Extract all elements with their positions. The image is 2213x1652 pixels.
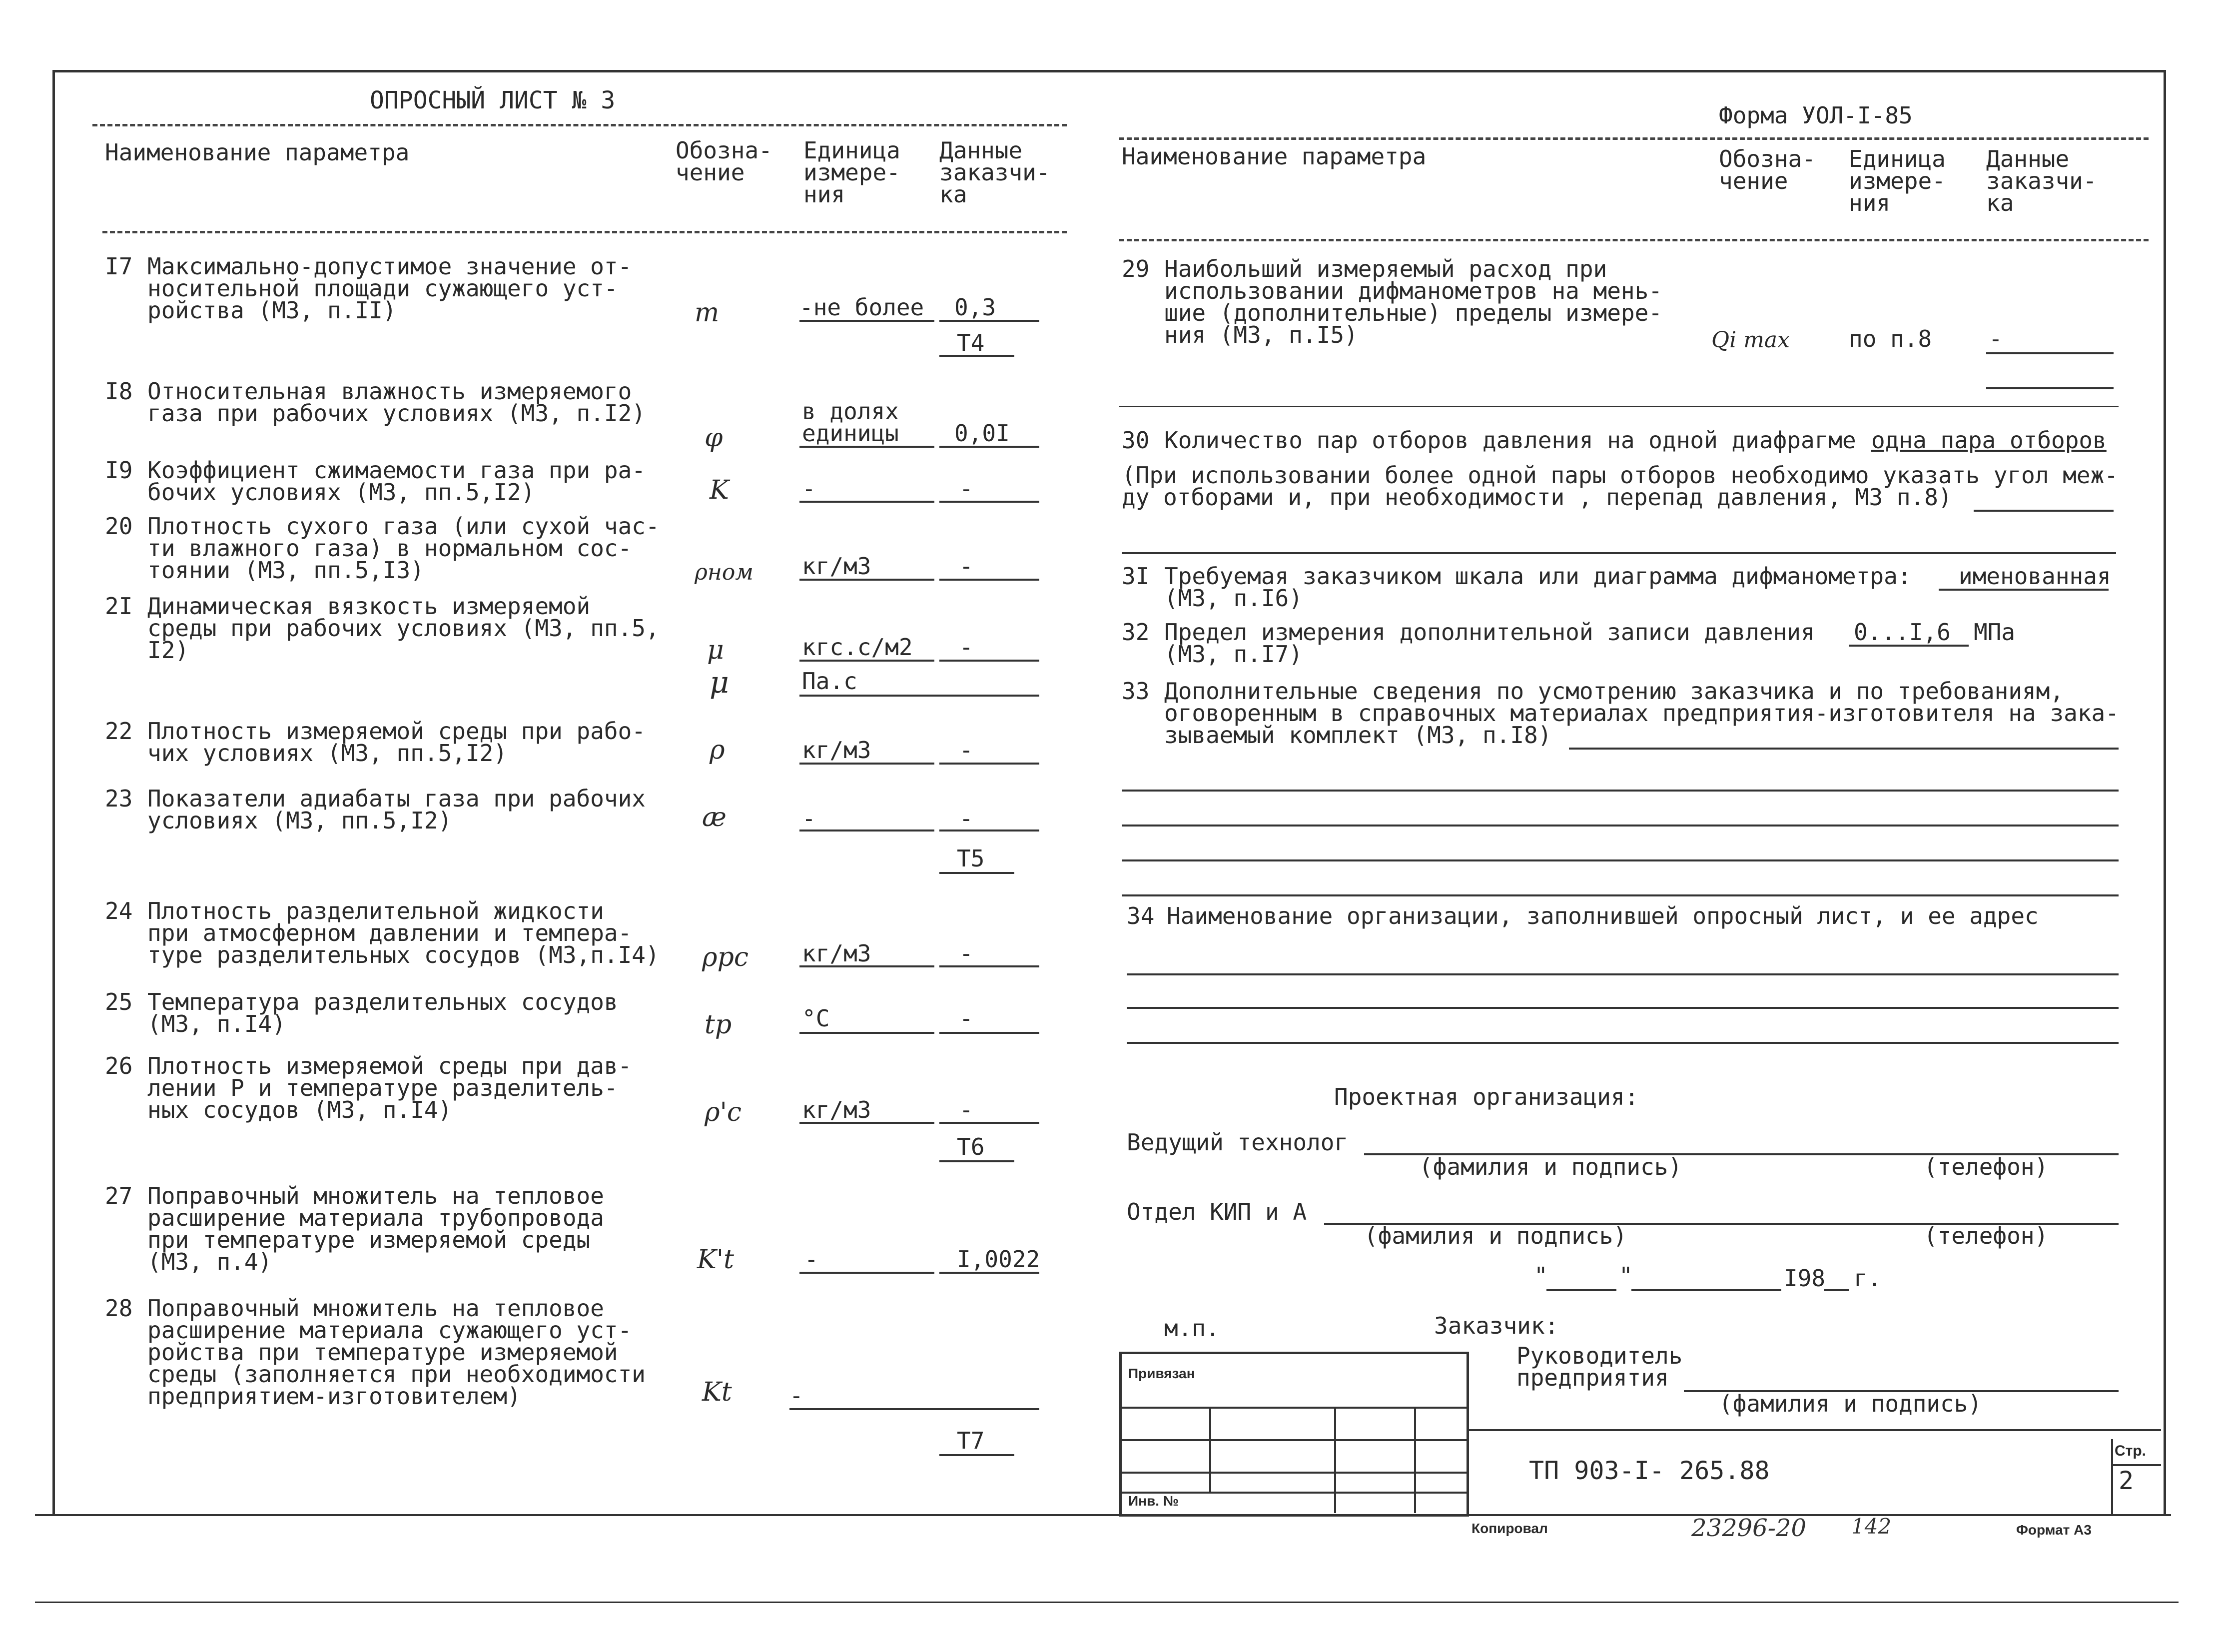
item-24-unit-line: [799, 965, 934, 967]
item-26-unit-line: [799, 1122, 934, 1124]
item-24-symbol: ρрс: [702, 942, 748, 972]
item-25-value: -: [959, 1005, 973, 1032]
item-29-unit: по п.8: [1849, 325, 1932, 352]
form-code: Форма УОЛ-I-85: [1719, 102, 1913, 129]
item-17-mark: Т4: [957, 329, 985, 356]
item-27-text: при температуре измеряемой среды: [147, 1226, 591, 1253]
item-22-unit-line: [799, 763, 934, 765]
item-21-symbol-1: μ: [707, 635, 724, 665]
item-17-text: носительной площади сужающего уст-: [147, 275, 618, 302]
item-33-line: [1122, 859, 2119, 861]
date-day-line: [1546, 1289, 1616, 1291]
page-bottom-line: [35, 1602, 2179, 1603]
item-23-unit-line: [799, 829, 934, 831]
lead-tech-phone-caption: (телефон): [1924, 1153, 2049, 1180]
item-34-line: [1127, 1042, 2119, 1044]
item-28-text: предприятием-изготовителем): [147, 1383, 521, 1410]
page-cell-line: [2111, 1439, 2113, 1514]
item-34-text: Наименование организации, заполнившей опросный лист, и ее адрес: [1167, 902, 2039, 929]
item-20-number: 20: [105, 513, 133, 540]
item-25-number: 25: [105, 988, 133, 1015]
title-block-top-line: [1467, 1429, 2161, 1431]
item-18-unit: единицы: [802, 420, 899, 447]
item-20-text: Плотность сухого газа (или сухой час-: [147, 513, 660, 540]
item-23-number: 23: [105, 785, 133, 812]
left-header-name: Наименование параметра: [105, 139, 410, 166]
left-header-data-1: Данные: [939, 137, 1023, 164]
item-23-mark: Т5: [957, 845, 985, 872]
item-32-number: 32: [1122, 619, 1150, 646]
item-29-text: использовании дифманометров на мень-: [1164, 277, 1662, 304]
item-28-text: расширение материала сужающего уст-: [147, 1317, 632, 1344]
item-22-text: Плотность измеряемой среды при рабо-: [147, 718, 646, 745]
item-33-text: оговоренным в справочных материалах предприятия-изготовителя на зака-: [1164, 700, 2119, 727]
item-19-text: Коэффициент сжимаемости газа при ра-: [147, 457, 646, 484]
item-21-text: среды при рабочих условиях (МЗ, пп.5,: [147, 615, 660, 642]
right-header-top-line: [1119, 137, 2149, 140]
item-29-extra-line: [1986, 387, 2114, 389]
right-header-unit-1: Единица: [1849, 145, 1946, 172]
item-29-bottom-line: [1119, 406, 2119, 407]
item-21-number: 2I: [105, 593, 133, 620]
item-20-symbol: ρном: [695, 560, 753, 585]
item-28-mark: Т7: [957, 1427, 985, 1454]
left-header-unit-3: ния: [803, 181, 845, 208]
item-24-number: 24: [105, 897, 133, 924]
item-27-symbol: K't: [697, 1245, 735, 1275]
date-month-line: [1631, 1289, 1781, 1291]
item-33-text: зываемый комплект (МЗ, п.I8): [1164, 722, 1552, 749]
item-22-number: 22: [105, 718, 133, 745]
item-30-text: (При использовании более одной пары отборов необходимо указать угол меж-: [1122, 462, 2118, 489]
item-20-unit-line: [799, 579, 934, 581]
kip-name-caption: (фамилия и подпись): [1364, 1222, 1627, 1249]
footer-format: Формат А3: [2016, 1522, 2092, 1538]
item-34-line: [1127, 973, 2119, 975]
lead-tech-name-caption: (фамилия и подпись): [1419, 1153, 1682, 1180]
item-17-value: 0,3: [954, 294, 996, 321]
item-27-text: (МЗ, п.4): [147, 1248, 272, 1275]
footer-sheet: 142: [1851, 1514, 1892, 1539]
item-30-text: Количество пар отборов давления на одной диафрагме: [1164, 427, 1856, 454]
date-quote-open: ": [1534, 1262, 1548, 1289]
page-number: 2: [2119, 1466, 2134, 1495]
footer-kopiroval: Копировал: [1472, 1521, 1548, 1536]
item-21-value-line: [939, 660, 1039, 662]
stamp-col-line: [1209, 1407, 1211, 1492]
item-29-symbol: Qi max: [1711, 327, 1790, 353]
item-19-number: I9: [105, 457, 133, 484]
doc-code: ТП 903-I- 265.88: [1529, 1456, 1770, 1485]
item-25-text: (МЗ, п.I4): [147, 1010, 286, 1037]
date-year-line: [1824, 1289, 1849, 1291]
head-label-2: предприятия: [1516, 1364, 1669, 1391]
item-25-unit: °С: [802, 1005, 830, 1032]
item-17-text: ройства (МЗ, п.II): [147, 297, 397, 324]
item-19-text: бочих условиях (МЗ, пп.5,I2): [147, 479, 535, 506]
item-33-text: Дополнительные сведения по усмотрению заказчика и по требованиям,: [1164, 678, 2064, 705]
item-30-fill-line: [1974, 510, 2114, 512]
item-24-unit: кг/м3: [802, 940, 871, 967]
item-17-number: I7: [105, 253, 133, 280]
item-28-mark-line: [939, 1454, 1014, 1456]
item-32-answer-line: [1849, 645, 1969, 647]
item-18-value-line: [939, 446, 1039, 448]
item-17-unit: -не более: [799, 294, 924, 321]
item-32-unit: МПа: [1974, 619, 2016, 646]
item-25-unit-line: [799, 1032, 934, 1034]
kip-phone-caption: (телефон): [1924, 1222, 2049, 1249]
stamp-col-line: [1414, 1407, 1416, 1513]
item-23-text: Показатели адиабаты газа при рабочих: [147, 785, 646, 812]
item-21-unit-1: кгс.с/м2: [802, 634, 913, 661]
item-23-symbol: æ: [702, 803, 727, 832]
date-quote-close: ": [1619, 1262, 1633, 1289]
item-24-value: -: [959, 940, 973, 967]
item-18-unit: в долях: [802, 398, 899, 425]
item-17-mark-line: [939, 355, 1014, 357]
item-31-text: Требуемая заказчиком шкала или диаграмма дифманометра:: [1164, 563, 1912, 590]
item-29-text: ния (МЗ, п.I5): [1164, 321, 1358, 348]
item-22-value: -: [959, 737, 973, 764]
item-33-line: [1122, 790, 2119, 792]
item-22-text: чих условиях (МЗ, пп.5,I2): [147, 740, 508, 767]
left-header-top-line: [92, 124, 1067, 126]
item-26-symbol: ρ'с: [705, 1097, 741, 1127]
item-31-number: 3I: [1122, 563, 1150, 590]
item-26-unit: кг/м3: [802, 1096, 871, 1123]
item-22-value-line: [939, 763, 1039, 765]
item-25-text: Температура разделительных сосудов: [147, 988, 618, 1015]
right-header-sym-2: чение: [1719, 167, 1788, 194]
right-header-sym-1: Обозна-: [1719, 145, 1816, 172]
item-18-text: Относительная влажность измеряемого: [147, 378, 632, 405]
item-30-number: 30: [1122, 427, 1150, 454]
mp-label: м.п.: [1164, 1315, 1220, 1342]
item-31-answer-line: [1939, 589, 2109, 591]
item-34-number: 34: [1127, 902, 1155, 929]
right-header-data-3: ка: [1986, 189, 2014, 216]
item-29-number: 29: [1122, 255, 1150, 282]
item-26-value: -: [959, 1096, 973, 1123]
item-26-text: лении Р и температуре разделитель-: [147, 1074, 618, 1101]
item-18-number: I8: [105, 378, 133, 405]
stamp-col-line: [1334, 1407, 1336, 1513]
left-header-sym-1: Обозна-: [676, 137, 772, 164]
item-22-unit: кг/м3: [802, 737, 871, 764]
lead-tech-label: Ведущий технолог: [1127, 1129, 1349, 1156]
item-31-text: (МЗ, п.I6): [1164, 585, 1303, 612]
item-23-text: условиях (МЗ, пп.5,I2): [147, 807, 452, 834]
item-20-value: -: [959, 553, 973, 580]
item-30-text: ду отборами и, при необходимости , перепад давления, МЗ п.8): [1122, 484, 1952, 511]
item-28-text: Поправочный множитель на тепловое: [147, 1295, 604, 1322]
item-28-text: ройства при температуре измеряемой: [147, 1339, 618, 1366]
item-23-mark-line: [939, 872, 1014, 874]
item-19-unit-line: [799, 501, 934, 503]
item-28-text: среды (заполняется при необходимости: [147, 1361, 646, 1388]
item-28-unit-line: [789, 1408, 1039, 1410]
right-header-data-2: заказчи-: [1986, 167, 2097, 194]
page-label: Стр.: [2115, 1443, 2147, 1459]
date-year: I98: [1784, 1265, 1826, 1292]
item-33-line: [1122, 894, 2119, 896]
item-23-value-line: [939, 829, 1039, 831]
item-17-symbol: m: [695, 298, 720, 328]
right-header-data-1: Данные: [1986, 145, 2070, 172]
item-18-text: газа при рабочих условиях (МЗ, п.I2): [147, 400, 646, 427]
item-21-unit-2: Па.с: [802, 668, 857, 695]
head-name-caption: (фамилия и подпись): [1719, 1390, 1982, 1417]
item-32-text: Предел измерения дополнительной записи давления: [1164, 619, 1815, 646]
item-28-unit: -: [789, 1382, 803, 1409]
item-27-text: Поправочный множитель на тепловое: [147, 1182, 604, 1209]
date-year-suffix: г.: [1854, 1265, 1882, 1292]
item-22-symbol: ρ: [710, 735, 725, 765]
item-21-unit-1-line: [799, 660, 934, 662]
item-30-bottom-line: [1122, 552, 2116, 554]
frame-bottom-line: [35, 1514, 2171, 1516]
item-17-unit-line: [799, 320, 934, 322]
item-27-text: расширение материала трубопровода: [147, 1204, 604, 1231]
item-21-text: Динамическая вязкость измеряемой: [147, 593, 591, 620]
item-26-number: 26: [105, 1052, 133, 1079]
item-20-text: тоянии (МЗ, пп.5,I3): [147, 557, 424, 584]
item-23-unit: -: [802, 805, 816, 832]
item-24-text: туре разделительных сосудов (МЗ,п.I4): [147, 941, 660, 968]
left-header-unit-2: измере-: [803, 159, 900, 186]
item-34-line: [1127, 1007, 2119, 1009]
item-21-text: I2): [147, 637, 189, 664]
item-27-unit: -: [804, 1246, 818, 1273]
item-18-value: 0,0I: [954, 420, 1010, 447]
item-32-text: (МЗ, п.I7): [1164, 641, 1303, 668]
stamp-inv: Инв. №: [1128, 1493, 1179, 1509]
form-title: ОПРОСНЫЙ ЛИСТ № 3: [370, 86, 616, 114]
item-26-text: Плотность измеряемой среды при дав-: [147, 1052, 632, 1079]
item-25-value-line: [939, 1032, 1039, 1034]
item-19-value: -: [959, 475, 973, 502]
left-header-data-3: ка: [939, 181, 967, 208]
item-29-value-line: [1986, 352, 2114, 354]
item-25-symbol: tр: [705, 1010, 732, 1040]
item-27-unit-line: [799, 1272, 934, 1274]
right-header-unit-3: ния: [1849, 189, 1891, 216]
item-28-number: 28: [105, 1295, 133, 1322]
item-29-text: шие (дополнительные) пределы измере-: [1164, 299, 1662, 326]
item-17-value-line: [939, 320, 1039, 322]
left-header-bottom-line: [102, 231, 1067, 233]
item-20-unit: кг/м3: [802, 553, 871, 580]
item-21-unit-2-line: [799, 695, 1039, 697]
item-20-value-line: [939, 579, 1039, 581]
footer-number: 23296-20: [1691, 1514, 1806, 1542]
left-header-data-2: заказчи-: [939, 159, 1050, 186]
item-30-answer: одна пара отборов: [1871, 427, 2107, 454]
right-header-unit-2: измере-: [1849, 167, 1946, 194]
item-33-number: 33: [1122, 678, 1150, 705]
item-26-value-line: [939, 1122, 1039, 1124]
right-header-name: Наименование параметра: [1122, 143, 1427, 170]
head-label-1: Руководитель: [1516, 1342, 1683, 1369]
kip-label: Отдел КИП и А: [1127, 1198, 1307, 1225]
item-19-symbol: K: [710, 475, 729, 505]
item-29-text: Наибольший измеряемый расход при: [1164, 255, 1607, 282]
item-26-text: ных сосудов (МЗ, п.I4): [147, 1096, 452, 1123]
project-org-label: Проектная организация:: [1334, 1083, 1639, 1110]
left-header-sym-2: чение: [676, 159, 745, 186]
item-27-number: 27: [105, 1182, 133, 1209]
item-24-text: Плотность разделительной жидкости: [147, 897, 604, 924]
item-24-text: при атмосферном давлении и темпера-: [147, 919, 632, 946]
right-header-bottom-line: [1119, 239, 2149, 241]
item-24-value-line: [939, 965, 1039, 967]
item-26-mark: Т6: [957, 1133, 985, 1160]
item-21-symbol-2: μ: [710, 665, 729, 700]
item-31-answer: именованная: [1959, 563, 2111, 590]
item-26-mark-line: [939, 1160, 1014, 1162]
item-27-value-line: [939, 1272, 1039, 1274]
stamp-privyazan: Привязан: [1128, 1366, 1195, 1381]
item-21-value: -: [959, 634, 973, 661]
item-23-value: -: [959, 805, 973, 832]
item-33-fill-line: [1569, 748, 2119, 750]
item-18-unit-line: [799, 446, 934, 448]
item-20-text: ти влажного газа) в нормальном сос-: [147, 535, 632, 562]
item-17-text: Максимально-допустимое значение от-: [147, 253, 632, 280]
item-27-value: I,0022: [957, 1246, 1040, 1273]
customer-label: Заказчик:: [1434, 1312, 1559, 1339]
item-18-symbol: φ: [705, 423, 723, 453]
item-29-value: -: [1989, 325, 2003, 352]
left-header-unit-1: Единица: [803, 137, 900, 164]
item-33-line: [1122, 825, 2119, 826]
item-19-value-line: [939, 501, 1039, 503]
item-19-unit: -: [802, 475, 816, 502]
item-28-symbol: Kt: [702, 1377, 732, 1407]
item-32-answer: 0...I,6: [1854, 619, 1951, 646]
